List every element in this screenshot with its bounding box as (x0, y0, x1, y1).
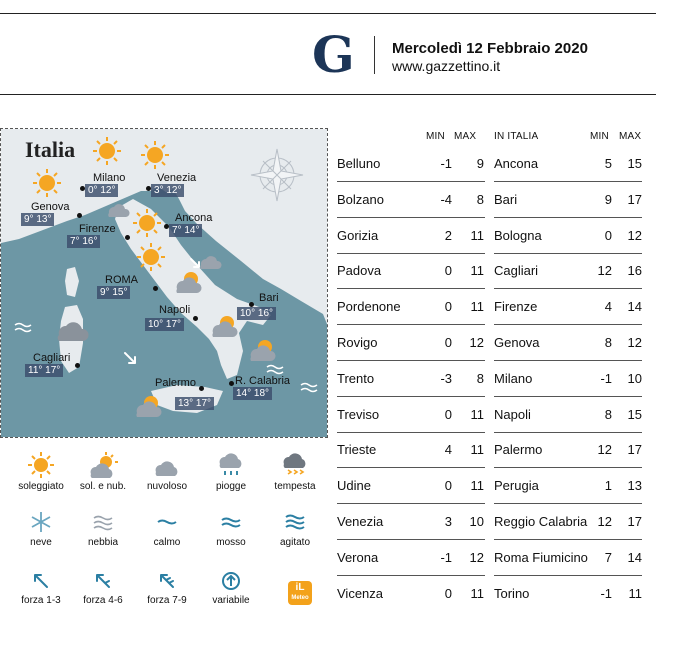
legend-forza-4-6: forza 4-6 (72, 570, 134, 606)
city-temps-venezia: 3° 12° (151, 184, 184, 197)
right-city: Bologna (494, 227, 542, 243)
city-temps-napoli: 10° 17° (145, 318, 184, 331)
left-min-header: MIN (426, 131, 445, 142)
right-min: 8 (604, 406, 612, 422)
legend-forza-7-9: forza 7-9 (136, 570, 198, 606)
right-min: 8 (604, 335, 612, 350)
right-city: Ancona (494, 156, 539, 171)
right-min: 5 (604, 156, 612, 171)
left-city: Bolzano (337, 191, 384, 207)
legend-sol-e-nub: sol. e nub. (72, 452, 134, 492)
city-name-venezia: Venezia (157, 172, 197, 184)
right-max: 14 (627, 549, 642, 565)
right-city: Torino (494, 585, 530, 601)
left-min: 0 (444, 299, 452, 315)
right-city: Genova (494, 335, 540, 350)
left-min: 2 (444, 227, 452, 243)
stormy-sea-icon (282, 510, 308, 534)
right-min: 12 (597, 442, 612, 458)
header-date: Mercoledì 12 Febbraio 2020 (392, 40, 588, 57)
city-temps-genova: 9° 13° (21, 213, 54, 226)
city-name-milano: Milano (93, 172, 126, 184)
variable-wind-icon (219, 570, 243, 592)
right-max: 17 (627, 514, 642, 529)
cloud-icon (152, 452, 182, 478)
city-name-firenze: Firenze (79, 223, 116, 235)
left-city: Vicenza (337, 585, 384, 601)
right-city: Cagliari (494, 263, 539, 279)
left-city: Belluno (337, 156, 381, 171)
left-min: 3 (444, 514, 452, 529)
right-min: 1 (604, 478, 612, 494)
city-name-napoli: Napoli (159, 304, 191, 316)
city-temps-palermo: 13° 17° (175, 397, 214, 410)
right-row (0, 361, 682, 397)
right-city: Perugia (494, 478, 539, 494)
right-max: 15 (627, 406, 642, 422)
left-max: 11 (470, 478, 484, 494)
city-name-genova: Genova (31, 201, 70, 213)
wind-4-6-icon (91, 570, 115, 592)
city-name-bari: Bari (259, 292, 279, 304)
city-temps-roma: 9° 15° (97, 286, 130, 299)
city-name-ancona: Ancona (175, 212, 213, 224)
in-italia-header: IN ITALIA (494, 131, 539, 142)
right-max: 17 (627, 191, 642, 207)
right-row (0, 218, 682, 254)
left-city: Verona (337, 549, 379, 565)
left-min: 0 (444, 406, 452, 422)
rain-icon (216, 452, 246, 478)
legend-neve: neve (10, 510, 72, 548)
left-city: Udine (337, 478, 371, 494)
header-site-link[interactable]: www.gazzettino.it (392, 58, 501, 74)
right-min: 9 (604, 191, 612, 207)
right-row (0, 289, 682, 325)
right-city: Palermo (494, 442, 543, 458)
city-temps-firenze: 7° 16° (67, 235, 100, 248)
city-name-palermo: Palermo (155, 377, 196, 389)
city-temps-cagliari: 11° 17° (25, 364, 63, 377)
right-city: Bari (494, 191, 518, 207)
left-min: -4 (440, 191, 452, 207)
left-max: 11 (470, 406, 484, 422)
right-min: 0 (604, 227, 612, 243)
right-max: 14 (627, 299, 642, 315)
left-max: 8 (476, 370, 484, 386)
header-divider (374, 36, 375, 74)
left-max: 9 (476, 156, 484, 171)
fog-icon (90, 510, 116, 534)
left-min: -1 (440, 156, 452, 171)
left-city: Trieste (337, 442, 377, 458)
right-min: 4 (604, 299, 612, 315)
city-temps-ancona: 7° 14° (169, 224, 202, 237)
top-rule (0, 13, 656, 14)
header-rule (0, 94, 656, 95)
city-name-cagliari: Cagliari (33, 352, 71, 364)
left-max: 12 (469, 549, 484, 565)
left-city: Treviso (337, 406, 380, 422)
right-min: -1 (600, 370, 612, 386)
left-city: Gorizia (337, 227, 379, 243)
right-city: Roma Fiumicino (494, 549, 588, 565)
left-min: 0 (444, 263, 452, 279)
right-min: 12 (597, 263, 612, 279)
left-max: 8 (476, 191, 484, 207)
legend-calmo: calmo (136, 510, 198, 548)
legend-nebbia: nebbia (72, 510, 134, 548)
right-max: 15 (627, 156, 642, 171)
right-row (0, 146, 682, 182)
legend-mosso: mosso (200, 510, 262, 548)
right-max-header: MAX (619, 131, 642, 142)
left-city: Padova (337, 263, 382, 279)
left-max: 10 (469, 514, 484, 529)
legend-piogge: piogge (200, 452, 262, 492)
left-max: 12 (469, 335, 484, 350)
wind-1-3-icon (29, 570, 53, 592)
map-title: Italia (25, 137, 76, 162)
left-max-header: MAX (454, 131, 477, 142)
right-row (0, 397, 682, 433)
left-min: 0 (444, 335, 452, 350)
right-min: -1 (600, 585, 612, 601)
right-max: 16 (627, 263, 642, 279)
right-row (0, 253, 682, 289)
left-city: Venezia (337, 514, 384, 529)
storm-icon (280, 452, 310, 478)
right-city: Firenze (494, 299, 538, 315)
calm-sea-icon (154, 510, 180, 534)
legend-agitato: agitato (264, 510, 326, 548)
right-max: 17 (627, 442, 642, 458)
legend-forza-1-3: forza 1-3 (10, 570, 72, 606)
legend-soleggiato: soleggiato (10, 452, 72, 492)
wind-7-9-icon (155, 570, 179, 592)
legend-variabile: variabile (200, 570, 262, 606)
left-city: Rovigo (337, 335, 378, 350)
city-temps-milano: 0° 12° (85, 184, 118, 197)
right-min: 12 (597, 514, 612, 529)
left-min: 0 (444, 478, 452, 494)
left-min: 4 (444, 442, 452, 458)
left-max: 11 (470, 227, 484, 243)
right-max: 12 (627, 335, 642, 350)
right-city: Napoli (494, 406, 531, 422)
sun-icon (27, 452, 55, 478)
city-temps-reggio-calabria: 14° 18° (233, 387, 272, 400)
left-city: Trento (337, 370, 375, 386)
left-max: 11 (470, 585, 484, 601)
right-max: 12 (627, 227, 642, 243)
snowflake-icon (28, 510, 54, 534)
left-max: 11 (470, 263, 484, 279)
legend-nuvoloso: nuvoloso (136, 452, 198, 492)
left-city: Pordenone (337, 299, 401, 315)
city-name-reggio-calabria: R. Calabria (235, 375, 291, 387)
ilmeteo-logo[interactable]: iL Meteo (288, 581, 312, 605)
legend-tempesta: tempesta (264, 452, 326, 492)
right-max: 10 (627, 370, 642, 386)
sun-cloud-icon (87, 452, 119, 478)
right-row (0, 325, 682, 361)
left-max: 11 (470, 442, 484, 458)
right-min: 7 (604, 549, 612, 565)
right-min-header: MIN (590, 131, 609, 142)
right-max: 11 (628, 585, 642, 601)
gazzettino-logo[interactable]: G (312, 25, 355, 84)
right-city: Reggio Calabria (494, 514, 588, 529)
right-row (0, 182, 682, 218)
city-name-roma: ROMA (105, 274, 138, 286)
left-min: -3 (440, 370, 452, 386)
rough-sea-icon (218, 510, 244, 534)
left-min: 0 (444, 585, 452, 601)
city-temps-bari: 10° 16° (237, 307, 276, 320)
right-city: Milano (494, 370, 533, 386)
left-max: 11 (470, 299, 484, 315)
left-min: -1 (440, 549, 452, 565)
right-max: 13 (627, 478, 642, 494)
